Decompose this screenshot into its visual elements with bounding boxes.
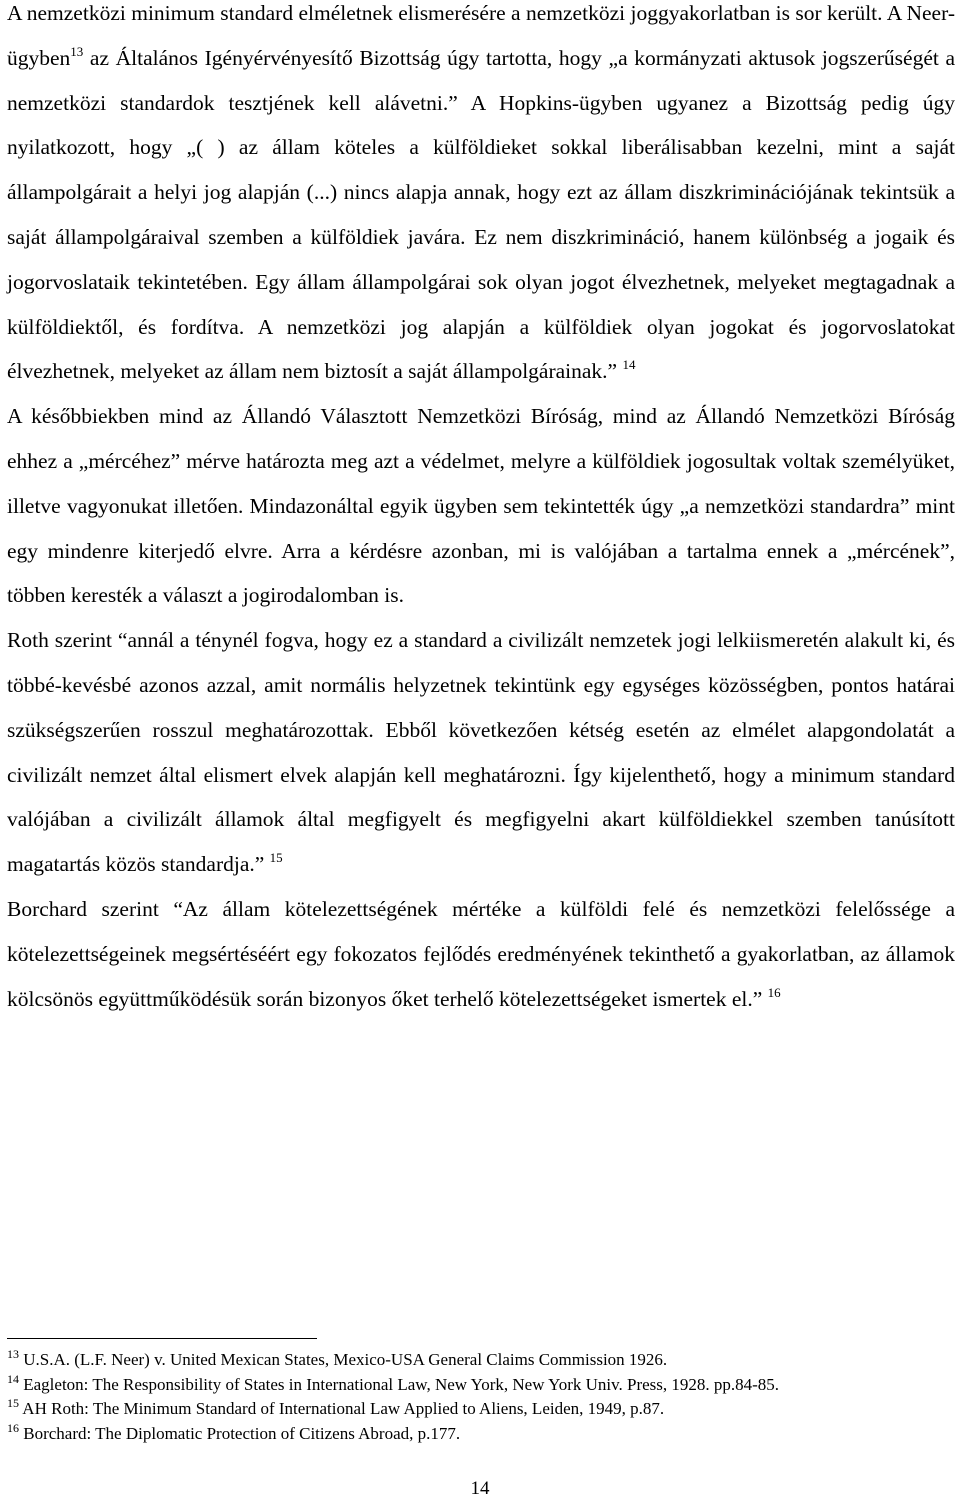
footnote-number: 16	[7, 1420, 19, 1435]
paragraph-text: A nemzetközi minimum standard elméletnek elismerésére a nemzetközi joggyakorlatban is sor került. A Neer-ügyben	[7, 1, 955, 70]
footnote-14	[7, 1373, 955, 1398]
document-body	[7, 0, 955, 1030]
footnote-text: Eagleton: The Responsibility of States in International Law, New York, New York Univ. Press, 1928. pp.84-85.	[19, 1374, 780, 1394]
footnote-ref[interactable]: 15	[269, 850, 283, 866]
footnote-16	[7, 1422, 955, 1447]
footnote-number: 14	[7, 1371, 19, 1386]
paragraph-text: A későbbiekben mind az Állandó Választott Nemzetközi Bíróság, mind az Állandó Nemzetközi Bíróság ehhez a „mércéhez” mérve határozta meg azt a védelmet, melyre a külföldiek jogosultak voltak személyüket, illetve vagyonukat illetően. Mindazonáltal egyik ügyben sem tekintették úgy „a nemzetközi standardra” mint egy mindenre kiterjedő elvre. Arra a kérdésre azonban, mi is valójában a tartalma ennek a „mércének”, többen keresték a választ a jogirodalomban is.	[7, 404, 955, 608]
footnote-ref[interactable]: 14	[622, 357, 636, 373]
footnotes	[7, 1348, 955, 1446]
footnote-15	[7, 1397, 955, 1422]
paragraph-later-courts	[7, 394, 955, 618]
paragraph-roth	[7, 618, 955, 887]
footnote-text: U.S.A. (L.F. Neer) v. United Mexican States, Mexico-USA General Claims Commission 1926.	[19, 1350, 668, 1369]
footnote-number: 15	[7, 1396, 19, 1410]
footnote-13	[7, 1348, 955, 1373]
paragraph-text: Roth szerint “annál a ténynél fogva, hogy ez a standard a civilizált nemzetek jogi lelkiismeretén alakult ki, és többé-kevésbé azonos azzal, amit normális helyzetnek tekintünk egy egységes közösségben, pontos határai szükségszerűen rosszul meghatározottak. Ebből következően kétség esetén az elmélet alapgondolatát a civilizált nemzet által elismert elvek alapján kell meghatározni. Így kijelenthető, hogy a minimum standard valójában a civilizált államok által megfigyelt és megfigyelni akart külföldiekkel szemben tanúsított magatartás közös standardja.”	[7, 628, 955, 877]
footnote-text: AH Roth: The Minimum Standard of International Law Applied to Aliens, Leiden, 1949, p.87.	[19, 1399, 665, 1418]
paragraph-text: az Általános Igényérvényesítő Bizottság úgy tartotta, hogy „a kormányzati aktusok jogszerűségét a nemzetközi standardok tesztjének kell alávetni.” A Hopkins-ügyben ugyanez a Bizottság pedig úgy nyilatkozott, hogy „( ) az állam köteles a külföldieket sokkal liberálisabban kezelni, mint a saját állampolgárait a helyi jog alapján (...) nincs alapja annak, hogy ezt az állam diszkriminációjának tekintsük a saját állampolgáraival szemben a külföldiek javára. Ez nem diszkrimináció, hanem különbség a jogaik és jogorvoslataik tekintetében. Egy állam állampolgárai sok olyan jogot élvezhetnek, melyeket megtagadnak a külföldiektől, és fordítva. A nemzetközi jog alapján a külföldiek olyan jogokat és jogorvoslatokat élvezhetnek, melyeket az állam nem biztosít a saját állampolgárainak.”	[7, 45, 955, 384]
paragraph-neer-hopkins	[7, 0, 955, 394]
page-number: 14	[470, 1478, 490, 1499]
footnote-number: 13	[7, 1347, 19, 1361]
footnote-ref[interactable]: 16	[767, 984, 781, 1000]
paragraph-borchard	[7, 887, 955, 1021]
footnote-separator	[7, 1338, 317, 1339]
footnote-text: Borchard: The Diplomatic Protection of Citizens Abroad, p.177.	[19, 1423, 461, 1443]
footnote-ref[interactable]: 13	[70, 43, 84, 59]
paragraph-text: Borchard szerint “Az állam kötelezettségének mértéke a külföldi felé és nemzetközi felelőssége a kötelezettségeinek megsértéséért egy fokozatos fejlődés eredményének tekinthető a gyakorlatban, az államok kölcsönös együttműködésük során bizonyos őket terhelő kötelezettségeket ismertek el.”	[7, 896, 955, 1011]
